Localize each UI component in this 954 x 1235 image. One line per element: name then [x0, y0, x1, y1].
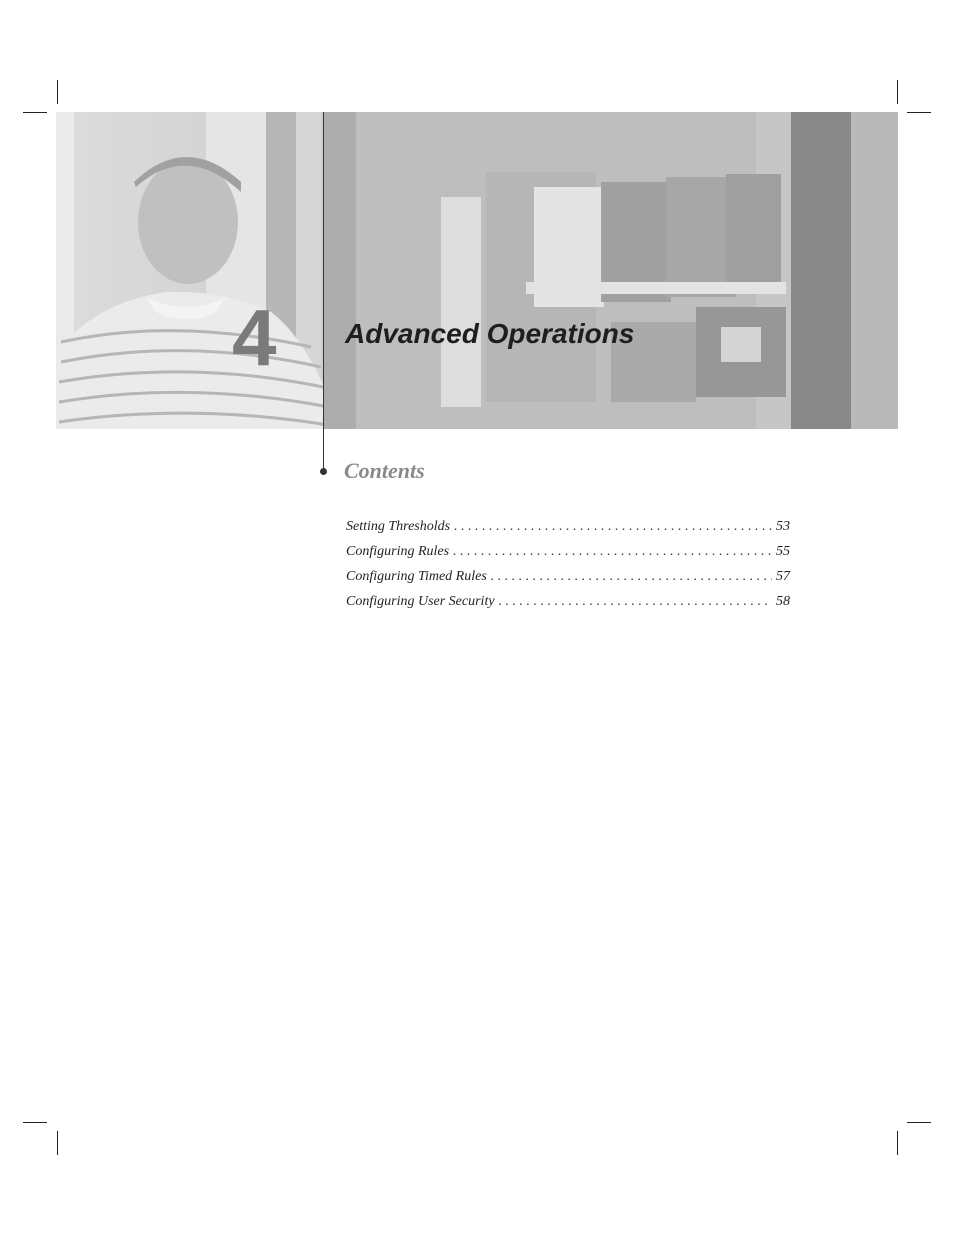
- crop-mark-top-right-v: [897, 80, 898, 104]
- table-of-contents: [346, 519, 790, 619]
- crop-mark-top-right-h: [907, 112, 931, 113]
- chapter-title: Advanced Operations: [345, 318, 635, 349]
- toc-entry-page: 57: [776, 569, 790, 584]
- chapter-divider-dot: [320, 468, 327, 475]
- toc-entry[interactable]: [346, 594, 790, 619]
- crop-mark-top-left-h: [23, 112, 47, 113]
- toc-entry-title: Configuring Timed Rules: [346, 569, 487, 584]
- contents-heading: Contents: [344, 458, 425, 483]
- crop-mark-bottom-right-v: [897, 1131, 898, 1155]
- toc-entry-page: 58: [776, 594, 790, 609]
- chapter-divider-line: [323, 112, 324, 470]
- toc-entry-page: 53: [776, 519, 790, 534]
- toc-entry-page: 55: [776, 544, 790, 559]
- toc-entry-title: Configuring User Security: [346, 594, 495, 609]
- crop-mark-bottom-right-h: [907, 1122, 931, 1123]
- toc-entry[interactable]: [346, 544, 790, 569]
- crop-mark-top-left-v: [57, 80, 58, 104]
- banner-photo-illustration: [56, 112, 898, 429]
- toc-leader-dots: [453, 544, 772, 560]
- chapter-banner-photo: [56, 112, 898, 429]
- chapter-number: 4: [232, 293, 277, 382]
- toc-entry[interactable]: [346, 519, 790, 544]
- toc-leader-dots: [491, 569, 772, 585]
- toc-leader-dots: [454, 519, 772, 535]
- toc-leader-dots: [499, 594, 772, 610]
- toc-entry-title: Setting Thresholds: [346, 519, 451, 534]
- toc-entry[interactable]: [346, 569, 790, 594]
- crop-mark-bottom-left-v: [57, 1131, 58, 1155]
- toc-entry-title: Configuring Rules: [346, 544, 450, 559]
- crop-mark-bottom-left-h: [23, 1122, 47, 1123]
